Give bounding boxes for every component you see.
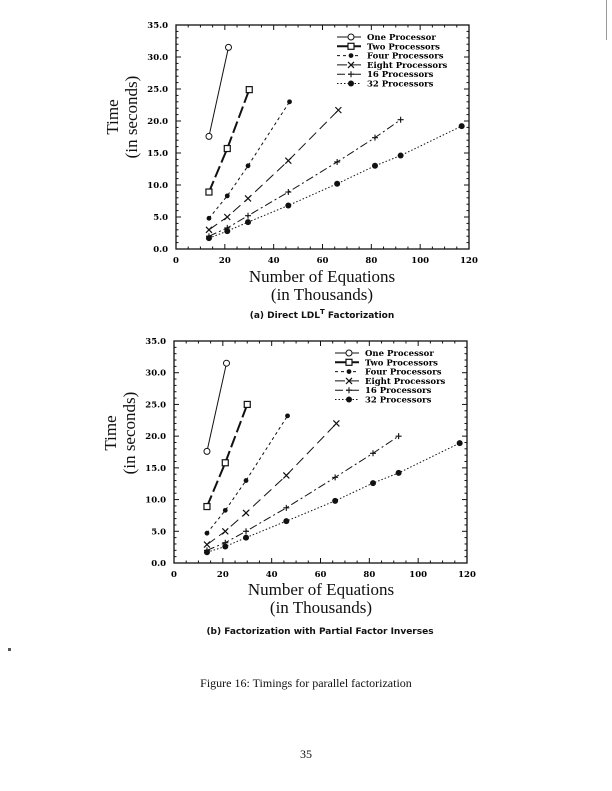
square-marker bbox=[244, 401, 250, 407]
x-marker bbox=[285, 158, 291, 164]
x-tick-label: 20 bbox=[218, 256, 231, 266]
y-tick-label: 15.0 bbox=[145, 463, 166, 474]
diamond-marker bbox=[349, 53, 354, 58]
series-2 bbox=[205, 413, 290, 535]
dot-marker bbox=[396, 470, 402, 476]
series-1 bbox=[206, 87, 252, 195]
y-axis-label-a bbox=[103, 57, 141, 177]
dot-marker bbox=[334, 181, 340, 187]
series-2 bbox=[207, 99, 292, 220]
series-0 bbox=[206, 44, 232, 139]
y-tick-label: 25.0 bbox=[145, 400, 166, 411]
legend-label: One Processor bbox=[367, 33, 436, 43]
series-3 bbox=[204, 420, 339, 547]
x-marker bbox=[335, 107, 341, 113]
legend-label: Eight Processors bbox=[367, 60, 448, 71]
x-axis-label-b bbox=[171, 581, 471, 617]
square-marker bbox=[224, 146, 230, 152]
circle-marker bbox=[206, 133, 212, 139]
figure-caption: Figure 16: Timings for parallel factorization bbox=[200, 676, 412, 690]
legend-label: Four Processors bbox=[367, 51, 444, 62]
series-line bbox=[207, 423, 336, 544]
circle-marker bbox=[223, 360, 229, 366]
square-marker bbox=[204, 504, 210, 510]
plus-marker bbox=[243, 528, 249, 534]
y-tick-label: 30.0 bbox=[145, 368, 166, 379]
legend-label: Eight Processors bbox=[365, 376, 446, 387]
y-tick-label: 5.0 bbox=[153, 213, 168, 223]
square-marker bbox=[206, 189, 212, 195]
diamond-marker bbox=[223, 508, 228, 513]
legend-label: One Processor bbox=[365, 349, 434, 359]
series-0 bbox=[204, 360, 230, 454]
dot-marker bbox=[346, 397, 352, 403]
series-line bbox=[207, 363, 227, 451]
dot-marker bbox=[332, 498, 338, 504]
y-tick-label: 35.0 bbox=[147, 21, 168, 31]
square-marker bbox=[222, 460, 228, 466]
y-tick-label: 10.0 bbox=[145, 495, 166, 506]
dot-marker bbox=[206, 235, 212, 241]
diamond-marker bbox=[244, 478, 249, 483]
x-tick-label: 40 bbox=[265, 570, 278, 580]
subcaption-b: (b) Factorization with Partial Factor Inverses bbox=[206, 627, 434, 637]
plus-marker bbox=[334, 159, 340, 165]
square-marker bbox=[246, 87, 252, 93]
x-tick-label: 20 bbox=[216, 570, 229, 580]
dot-marker bbox=[283, 518, 289, 524]
x-tick-label: 80 bbox=[365, 256, 378, 266]
y-tick-label: 5.0 bbox=[151, 527, 166, 538]
dot-marker bbox=[370, 480, 376, 486]
subcaption-a-sup: T bbox=[320, 308, 325, 316]
circle-marker bbox=[346, 350, 352, 356]
series-1 bbox=[204, 401, 250, 509]
page-number: 35 bbox=[300, 747, 312, 761]
dot-marker bbox=[245, 219, 251, 225]
dot-marker bbox=[204, 549, 210, 555]
x-marker bbox=[243, 510, 249, 516]
chart-a bbox=[130, 15, 490, 275]
circle-marker bbox=[348, 34, 354, 40]
y-axis-label-b bbox=[101, 373, 139, 493]
y-tick-label: 35.0 bbox=[145, 337, 166, 347]
x-marker bbox=[206, 227, 212, 233]
x-tick-label: 80 bbox=[363, 570, 376, 580]
x-tick-label: 0 bbox=[171, 570, 177, 580]
x-tick-label: 60 bbox=[314, 570, 327, 580]
dot-marker bbox=[372, 163, 378, 169]
dot-marker bbox=[398, 153, 404, 159]
subcaption-a-text: (a) Direct LDL bbox=[249, 311, 320, 321]
subcaption-a-suffix: Factorization bbox=[324, 311, 395, 321]
x-tick-label: 120 bbox=[460, 256, 478, 266]
series-line bbox=[209, 110, 338, 230]
x-tick-label: 100 bbox=[409, 570, 428, 580]
x-tick-label: 40 bbox=[267, 256, 280, 266]
series-4 bbox=[204, 433, 402, 553]
x-label-line2: (in Thousands) bbox=[270, 285, 374, 304]
plus-marker bbox=[396, 433, 402, 439]
plus-marker bbox=[285, 189, 291, 195]
dot-marker bbox=[457, 440, 463, 446]
diamond-marker bbox=[225, 193, 230, 198]
plus-marker bbox=[370, 450, 376, 456]
x-tick-label: 120 bbox=[458, 570, 476, 580]
y-tick-label: 20.0 bbox=[147, 117, 168, 127]
x-tick-label: 0 bbox=[173, 256, 179, 266]
legend-label: Two Processors bbox=[367, 42, 440, 53]
series-line bbox=[209, 47, 229, 136]
y-label-line2: (in seconds) bbox=[120, 391, 139, 475]
scan-speck bbox=[8, 648, 11, 651]
y-tick-label: 15.0 bbox=[147, 149, 168, 159]
series-line bbox=[207, 436, 399, 550]
legend-label: 32 Processors bbox=[367, 79, 434, 90]
plus-marker bbox=[332, 474, 338, 480]
legend-label: Two Processors bbox=[365, 358, 438, 369]
plus-marker bbox=[348, 71, 354, 77]
x-marker bbox=[224, 214, 230, 220]
y-tick-label: 30.0 bbox=[147, 53, 168, 63]
dot-marker bbox=[222, 544, 228, 550]
legend-label: 16 Processors bbox=[367, 70, 434, 81]
circle-marker bbox=[204, 448, 210, 454]
plus-marker bbox=[398, 117, 404, 123]
dot-marker bbox=[348, 81, 354, 87]
series-line bbox=[207, 416, 288, 533]
diamond-marker bbox=[246, 163, 251, 168]
y-tick-label: 20.0 bbox=[145, 432, 166, 443]
series-4 bbox=[206, 117, 404, 239]
dot-marker bbox=[243, 535, 249, 541]
x-tick-label: 100 bbox=[411, 256, 430, 266]
x-label-line1: Number of Equations bbox=[248, 267, 396, 286]
diamond-marker bbox=[347, 369, 352, 374]
diamond-marker bbox=[207, 216, 212, 221]
y-label-line2: (in seconds) bbox=[122, 75, 141, 159]
y-tick-label: 0.0 bbox=[153, 245, 168, 255]
plus-marker bbox=[245, 213, 251, 219]
subcaption-a bbox=[122, 308, 522, 321]
x-tick-label: 60 bbox=[316, 256, 329, 266]
y-label-line1: Time bbox=[103, 99, 122, 135]
plus-marker bbox=[346, 387, 352, 393]
x-axis-label-a bbox=[172, 268, 472, 304]
legend-label: 16 Processors bbox=[365, 386, 432, 397]
plus-marker bbox=[372, 135, 378, 141]
y-tick-label: 10.0 bbox=[147, 181, 168, 191]
series-3 bbox=[206, 107, 341, 233]
x-marker bbox=[283, 472, 289, 478]
legend-item bbox=[335, 396, 432, 406]
series-5 bbox=[206, 123, 465, 241]
series-line bbox=[209, 120, 401, 236]
diamond-marker bbox=[205, 531, 210, 536]
chart-b bbox=[130, 330, 490, 590]
dot-marker bbox=[224, 228, 230, 234]
x-marker bbox=[204, 542, 210, 548]
legend-item bbox=[337, 80, 434, 90]
dot-marker bbox=[285, 202, 291, 208]
x-marker bbox=[333, 420, 339, 426]
diamond-marker bbox=[285, 413, 290, 418]
scan-edge bbox=[606, 0, 607, 40]
series-line bbox=[207, 404, 247, 506]
dot-marker bbox=[459, 123, 465, 129]
square-marker bbox=[348, 43, 354, 49]
y-label-line1: Time bbox=[101, 415, 120, 451]
x-label-line2: (in Thousands) bbox=[269, 598, 373, 617]
x-label-line1: Number of Equations bbox=[247, 580, 395, 599]
legend-label: 32 Processors bbox=[365, 395, 432, 406]
legend-label: Four Processors bbox=[365, 367, 442, 378]
circle-marker bbox=[225, 44, 231, 50]
plus-marker bbox=[283, 505, 289, 511]
diamond-marker bbox=[287, 99, 292, 104]
series-line bbox=[209, 102, 290, 218]
series-line bbox=[209, 90, 249, 192]
x-marker bbox=[222, 528, 228, 534]
y-tick-label: 25.0 bbox=[147, 85, 168, 95]
square-marker bbox=[346, 359, 352, 365]
x-marker bbox=[245, 195, 251, 201]
series-5 bbox=[204, 440, 463, 555]
y-tick-label: 0.0 bbox=[151, 559, 166, 569]
